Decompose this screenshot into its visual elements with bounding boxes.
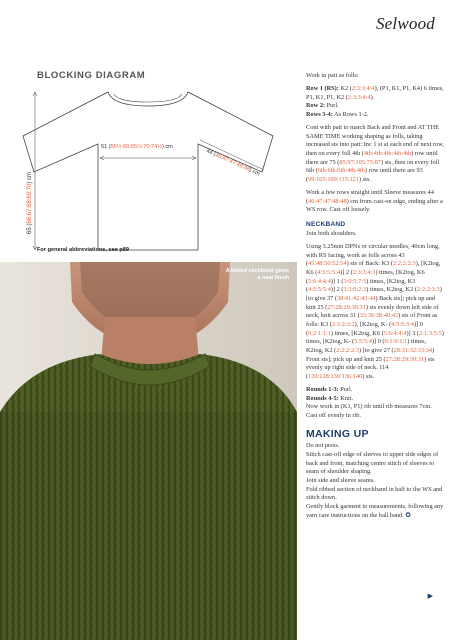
neckline [114, 94, 182, 102]
next-page-arrow-icon: ▶ [427, 592, 433, 600]
sweater-photo [0, 262, 297, 640]
paragraph: Fold ribbed section of neckband in half to the WS and stitch down. [306, 485, 443, 502]
paragraph: Row 1 (RS): K2 (2:3:3:4:4), (P1, K1, P1, K4) 6 times, P1, K1, P1, K2 (2:3:3:4:4). [306, 84, 444, 101]
paragraph: Gently block garment to measurements, following any yarn care instructions on the ball band. ✪ [306, 503, 444, 519]
paragraph: Do not press. [306, 442, 340, 450]
paragraph: Cast off evenly in rib. [306, 412, 361, 420]
pattern-text-column [306, 72, 444, 525]
paragraph: Using 3.25mm DPNs or circular needles, 40cm long, with RS facing, work as folls across 43 (45:48:50:52:54) sts of Back: K3 (2:2:2:2:3), [K2tog, K6 (4:5:5:5:4)] 2 (2:3:3:4:3) times, [K2tog, K6 (5:6:4:4:4)] 1 (3:0:5:7:5) times, [K2tog, K3 (4:5:5:5:4)] 2 (3:3:0:2:3) times, K2tog, K2 (2:2:2:3:3) [to give 37 (38:41:42:43:44) Back sts]; pick up and knit 25 (27:28:29:30:31) sts evenly down left side of neck, knit across 31 (33:36:38:40:42) sts of Front as folls: K3 (2:3:2:3:2), [K2tog, K- (4:5:5:3:4)] 0 (0:2:1:1:1) times, [K2tog, K6 (5:6:4:4:4)] 3 (2:1:3:5:5) times, [K2tog, K- (5:5:5:4)] 0 (0:1:0:1:1) times, K2tog, K2 (2:2:2:2:3) [to give 27 (28:31:32:33:34) Front sts]; pick up and knit 25 (27:28:29:30:31) sts evenly up right side of neck. 114 (120:128:130:136:140) sts. [306, 242, 444, 381]
photo-caption: A folded neckband gives a neat finish [225, 268, 289, 282]
paragraph: Join side and sleeve seams. [306, 477, 375, 485]
paragraph: Rows 3-4: As Rows 1-2. [306, 110, 369, 118]
sweater-outline [23, 92, 273, 250]
paragraph: Work a few rows straight until Sleeve measures 44 (46:47:47:48:48) cm from cast-on edge, ending after a WS row. Cast off loosely. [306, 188, 443, 214]
height-measure: 65 (66:67:68:69:70) cm [27, 171, 33, 234]
paragraph: Rounds 1-3: Purl. [306, 386, 353, 394]
paragraph: Row 2: Purl. [306, 102, 339, 110]
making-up-heading: MAKING UP [306, 427, 369, 440]
neckband-heading: NECKBAND [306, 220, 346, 228]
end-mark-icon: ✪ [405, 511, 411, 519]
blocking-diagram [18, 82, 286, 252]
paragraph: Join both shoulders. [306, 229, 357, 237]
paragraph: Rounds 4-5: Knit. [306, 394, 354, 402]
paragraph: Cont with patt to match Back and Front and AT THE SAME TIME working shaping as folls, taking increased sts into patt: Inc 1 st at each end of next row, then on every foll 4th (4th:4th:4th:4th:4th) row until there are 75 (85:97:105:75:87) sts, then on every foll 6th (6th:6th:6th:4th:4th) row until there are 93 (99:105:109:115:121) sts. [306, 123, 444, 183]
brand-title: Selwood [375, 14, 435, 33]
paragraph: Now work in (K1, P1) rib until rib measures 7cm. [306, 403, 432, 411]
diagram-title: BLOCKING DIAGRAM [37, 70, 146, 81]
sleeve-measure: 44 (46:47:47:48:48) cm [205, 148, 261, 178]
width-measure: 51 (55½:60:65½:70:74½) cm [101, 144, 173, 150]
paragraph: Work in patt as folls: [306, 72, 359, 79]
abbreviations-note: For general abbreviations, see p89 [37, 247, 130, 253]
paragraph: Stitch cast-off edge of sleeves to upper side edges of back and front, matching centre stitch of sleeves to seam of shoulder shaping. [306, 450, 439, 476]
